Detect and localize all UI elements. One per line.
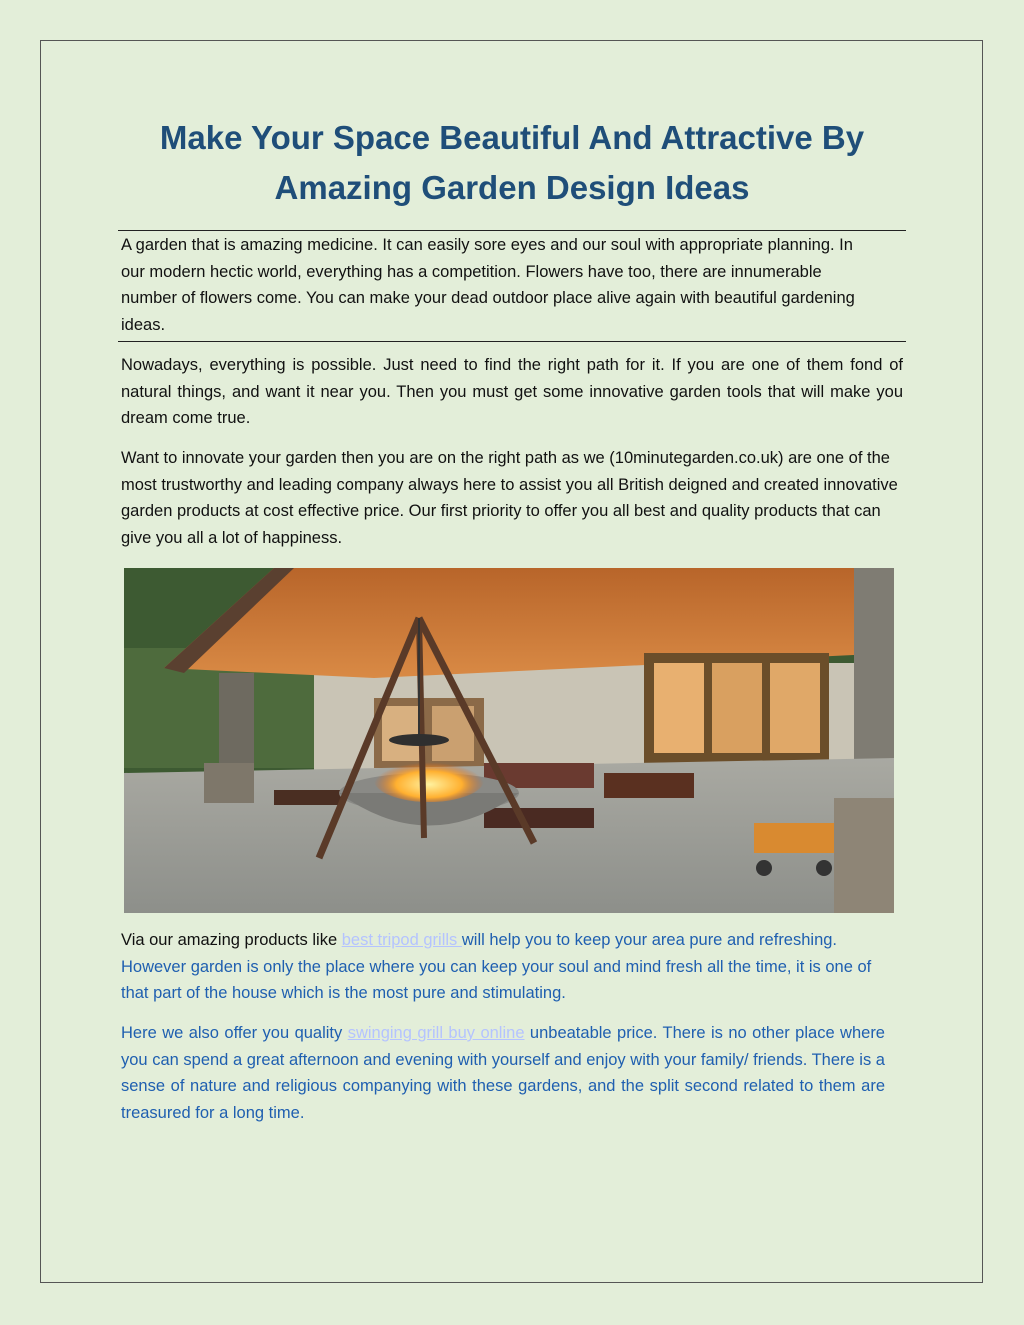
page-title: Make Your Space Beautiful And Attractive By Amazing Garden Design Ideas [159, 119, 865, 206]
paragraph-5-lead: Here we also offer you quality [121, 1024, 348, 1042]
swinging-grill-link[interactable]: swinging grill buy online [347, 1024, 525, 1042]
paragraph-4-rest: will help you to keep your area pure and refreshing. However garden is only the place where you can keep your soul and mind fresh all the time, it is one of that part of the house which is the most pure and stimulating. [121, 931, 872, 1002]
paragraph-5-rest: unbeatable price. There is no other place where you can spend a great afternoon and evening with yourself and enjoy with your family/ friends. There is a sense of nature and religious companying with these gardens, and the split second related to them are treasured for a long time. [121, 1024, 885, 1122]
paragraph-5 [121, 1020, 885, 1126]
paragraph-2: Nowadays, everything is possible. Just need to find the right path for it. If you are one of them fond of natural things, and want it near you. Then you must get some innovative garden tools that will make you dream come true. [121, 356, 903, 427]
patio-firepit-photo [124, 568, 894, 913]
paragraph-3: Want to innovate your garden then you are on the right path as we (10minutegarden.co.uk) are one of the most trustworthy and leading company always here to assist you all British deigned and created innovative garden products at cost effective price. Our first priority to offer you all best and quality products that can give you all a lot of happiness. [121, 449, 898, 547]
intro-paragraph: A garden that is amazing medicine. It can easily sore eyes and our soul with appropriate planning. In our modern hectic world, everything has a competition. Flowers have too, there are innumerable number of flowers come. You can make your dead outdoor place alive again with beautiful gardening ideas. [121, 236, 855, 334]
paragraph-4 [121, 927, 891, 1007]
paragraph-4-lead: Via our amazing products like [121, 931, 342, 949]
best-tripod-grills-link[interactable]: best tripod grills [341, 931, 462, 949]
